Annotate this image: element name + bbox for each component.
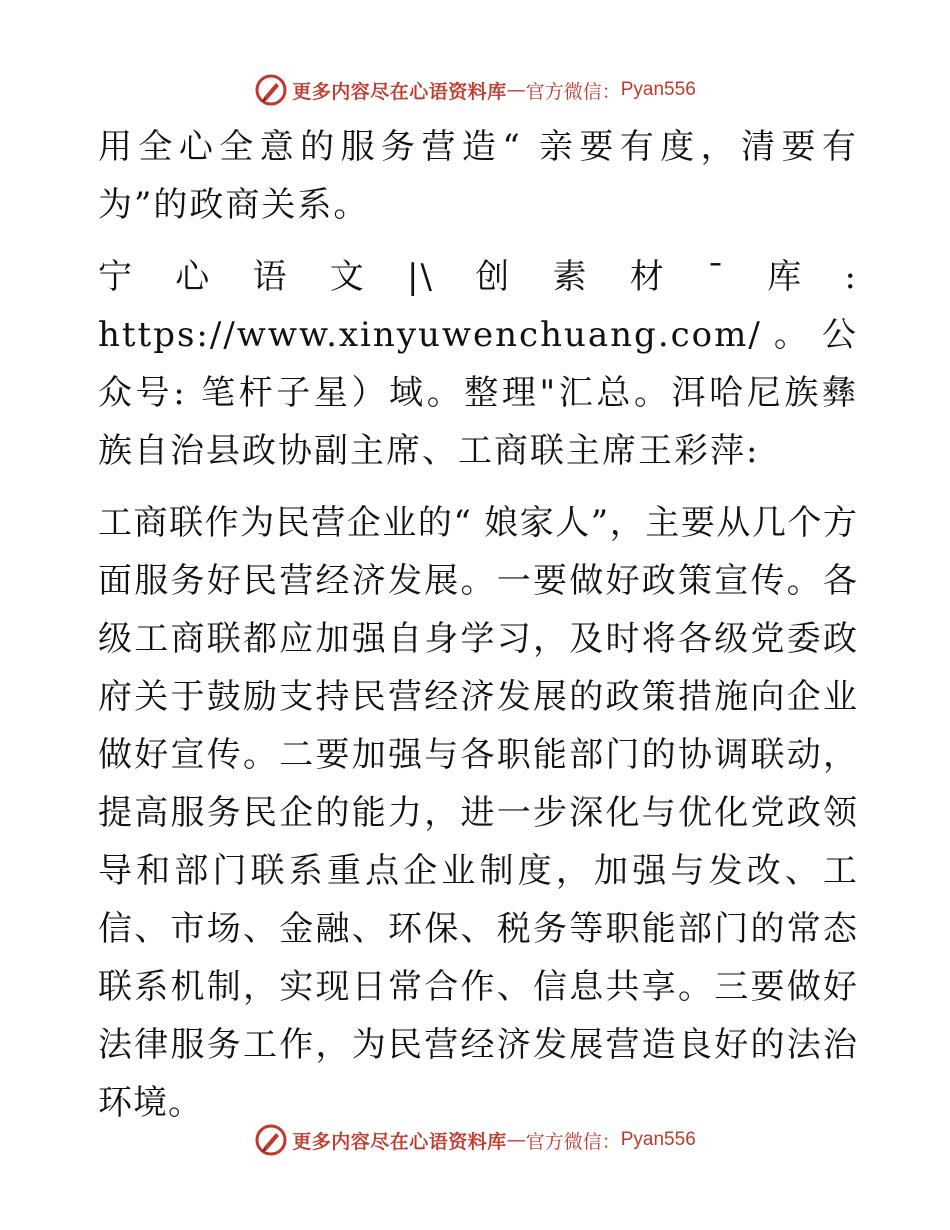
paragraph-main-statement: 工商联作为民营企业的“ 娘家人”，主要从几个方面服务好民营经济发展。一要做好政策宣传。各级工商联都应加强自身学习，及时将各级党委政府关于鼓励支持民营经济发展的政策措施向企业做好宣传。二要加强与各职能部门的协调联动，提高服务民企的能力，进一步深化与优化党政领导和部门联系重点企业制度，加强与发改、工信、市场、金融、环保、税务等职能部门的常态联系机制，实现日常合作、信息共享。三要做好法律服务工作，为民营经济发展营造良好的法治环境。 (98, 503, 858, 1123)
footer-watermark-banner (0, 1120, 950, 1160)
pen-logo-icon (254, 73, 288, 107)
banner-separator: — (506, 79, 526, 101)
banner-separator: — (506, 1129, 526, 1151)
paragraph-intro-ending: 用全心全意的服务营造“ 亲要有度，清要有为”的政商关系。 (98, 127, 858, 225)
banner-wechat-label: 官方微信： (525, 80, 621, 103)
paragraph-source-note: 宁心语文|\创素材¯库: https://www.xinyuwenchuang.com/。公众号: 笔杆子星）域。整理"汇总。洱哈尼族彝族自治县政协副主席、工商联主席王彩萍: (98, 257, 858, 471)
pen-logo-icon (254, 1123, 288, 1157)
document-body (98, 118, 858, 1132)
banner-brand-text: 更多内容尽在心语资料库 (292, 1130, 507, 1153)
banner-wechat-id: Pyan556 (620, 1129, 696, 1150)
banner-wechat-id: Pyan556 (620, 79, 696, 100)
banner-wechat-label: 官方微信： (525, 1130, 621, 1153)
header-watermark-banner (0, 70, 950, 110)
banner-brand-text: 更多内容尽在心语资料库 (292, 80, 507, 103)
